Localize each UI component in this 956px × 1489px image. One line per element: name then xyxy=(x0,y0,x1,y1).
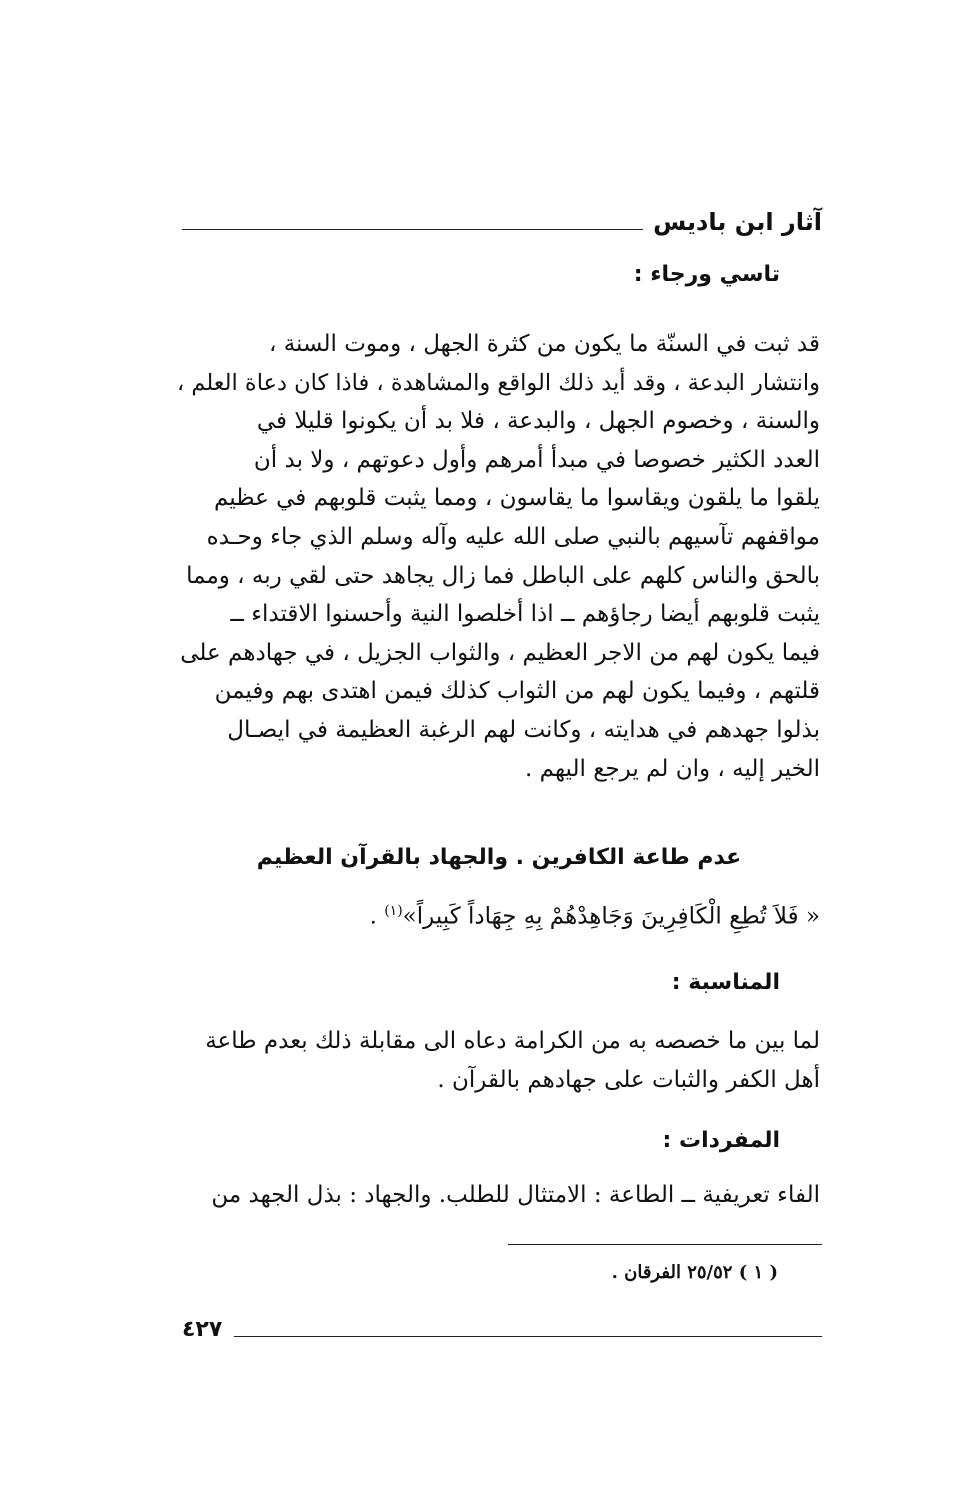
text-line: الفاء تعريفية ــ الطاعة : الامتثال للطلب. والجهاد : بذل الجهد من xyxy=(211,1182,820,1208)
verse-text: « فَلاَ تُطِعِ الْكَافِرِينَ وَجَاهِدْهُمْ بِهِ جِهَاداً كَبِيراً» xyxy=(402,903,820,930)
quran-verse xyxy=(178,903,820,930)
paragraph-consolation xyxy=(178,325,820,788)
text-line: فيما يكون لهم من الاجر العظيم ، والثواب الجزيل ، في جهادهم على xyxy=(180,639,820,666)
footnote: ( ١ ) ٢٥/٥٢ الفرقان . xyxy=(611,1262,778,1283)
footnote-marker: (١) xyxy=(384,903,403,919)
section-heading-vocabulary: المفردات : xyxy=(662,1128,780,1153)
book-title: آثار ابن باديس xyxy=(653,208,822,236)
text-line: العدد الكثير خصوصا في مبدأ أمرهم وأول دعوتهم ، ولا بد أن xyxy=(253,446,820,473)
section-heading-consolation: تاسي ورجاء : xyxy=(633,262,780,287)
text-line: أهل الكفر والثبات على جهادهم بالقرآن . xyxy=(437,1066,820,1093)
text-line: مواقفهم تآسيهم بالنبي صلى الله عليه وآله وسلم الذي جاء وحـده xyxy=(206,523,820,550)
text-line: والسنة ، وخصوم الجهل ، والبدعة ، فلا بد أن يكونوا قليلا في xyxy=(256,408,820,435)
text-line: لما بين ما خصصه به من الكرامة دعاه الى مقابلة ذلك بعدم طاعة xyxy=(205,1028,820,1054)
text-line: بذلوا جهدهم في هدايته ، وكانت لهم الرغبة العظيمة في ايصـال xyxy=(227,716,820,743)
section-heading-relevance: المناسبة : xyxy=(671,970,780,995)
footer-rule xyxy=(234,1336,822,1337)
text-line: بالحق والناس كلهم على الباطل فما زال يجاهد حتى لقي ربه ، ومما xyxy=(186,562,820,589)
text-line: قلتهم ، وفيما يكون لهم من الثواب كذلك فيمن اهتدى بهم وفيمن xyxy=(214,678,820,705)
page-number: ٤٢٧ xyxy=(182,1317,223,1342)
text-line: يلقوا ما يلقون ويقاسوا ما يقاسون ، ومما يثبت قلوبهم في عظيم xyxy=(213,485,820,512)
section-title-jihad: عدم طاعة الكافرين . والجهاد بالقرآن العظيم xyxy=(256,845,742,870)
text-line: وانتشار البدعة ، وقد أيد ذلك الواقع والمشاهدة ، فاذا كان دعاة العلم ، xyxy=(176,369,820,396)
text-line: الخير إليه ، وان لم يرجع اليهم . xyxy=(525,755,820,782)
verse-end: . xyxy=(369,903,385,930)
text-line: يثبت قلوبهم أيضا رجاؤهم ــ اذا أخلصوا النية وأحسنوا الاقتداء ــ xyxy=(230,601,820,628)
paragraph-relevance xyxy=(178,1022,820,1099)
header-rule xyxy=(182,229,643,230)
footnote-rule xyxy=(508,1244,822,1245)
text-line: قد ثبت في السنّة ما يكون من كثرة الجهل ، وموت السنة ، xyxy=(268,331,820,357)
running-header xyxy=(182,196,822,236)
page-footer xyxy=(182,1312,822,1342)
paragraph-vocabulary xyxy=(178,1176,820,1215)
